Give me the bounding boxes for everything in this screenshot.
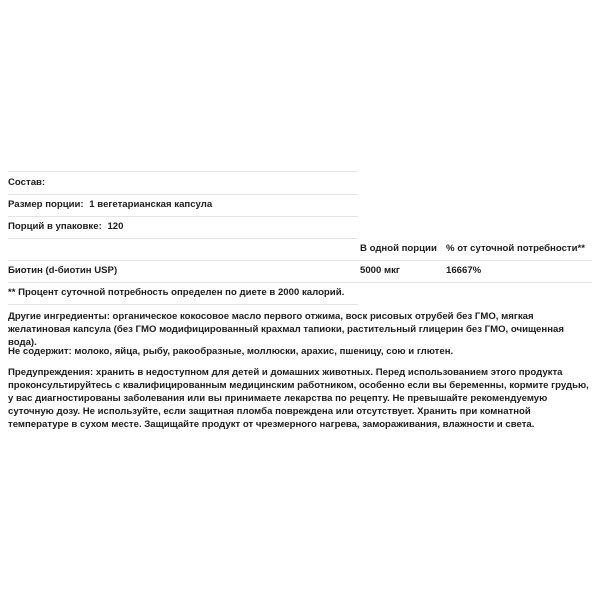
composition-heading [8,172,45,194]
divider [8,171,358,172]
column-header-daily-value: % от суточной потребности** [446,243,585,254]
serving-size-label: Размер порции: [8,199,84,210]
serving-size-row [8,194,212,216]
servings-per-container-value: 120 [107,221,124,232]
other-ingredients: Другие ингредиенты: органическое кокосовое масло первого отжима, воск рисовых отрубей без ГМО, мягкая желатиновая капсула (без ГМО модифицированный крахмал тапиоки, растительный глицерин без ГМО, очищенная вода). [8,311,564,348]
footnote-text: ** Процент суточной потребность определен по диете в 2000 калорий. [8,287,345,298]
nutrient-daily-value: 16667% [446,265,482,276]
footnote [8,282,344,304]
table-header-row [8,238,592,260]
serving-size-value: 1 вегетарианская капсула [89,199,213,210]
nutrient-name: Биотин (d-биотин USP) [8,265,118,276]
table-row [8,260,592,282]
divider [8,304,358,305]
warnings: Предупреждения: хранить в недоступном для детей и домашних животных. Перед использованием этого продукта проконсультируйтесь с квалифицированным медицинским работником, особенно если вы беременны, кормите грудью, у вас диагностированы заболевания или вы принимаете лекарства по рецепту. Не превышайте рекомендуемую суточную дозу. Не используйте, если защитная пломба повреждена или отсутствует. Хранить при комнатной температуре в сухом месте. Защищайте продукт от чрезмерного нагрева, замораживания, влажности и света. [8,367,589,430]
servings-per-container-row [8,216,123,238]
nutrient-amount: 5000 мкг [360,265,400,276]
servings-per-container-label: Порций в упаковке: [8,221,102,232]
free-from-allergens: Не содержит: молоко, яйца, рыбу, ракообразные, моллюски, арахис, пшеницу, сою и глютен. [8,346,454,357]
composition-heading-text: Состав: [8,177,46,188]
column-header-per-serving: В одной порции [360,243,437,254]
